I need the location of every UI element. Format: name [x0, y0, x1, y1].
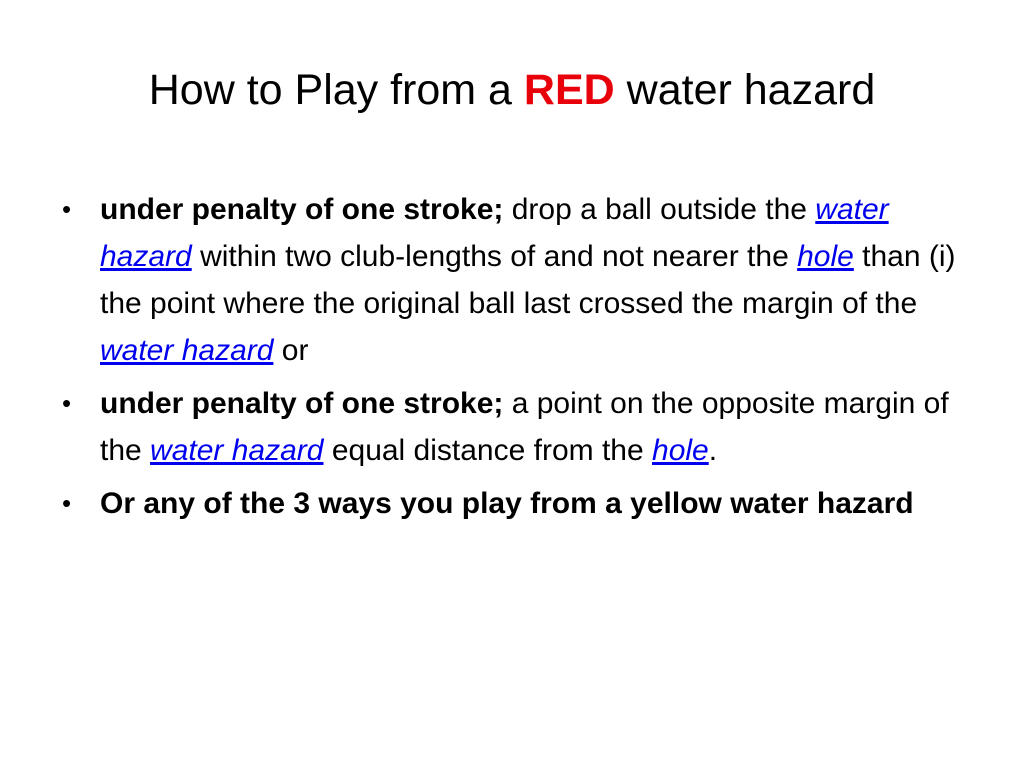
hole-link[interactable]: hole	[652, 434, 709, 467]
water-hazard-link[interactable]: water hazard	[100, 334, 274, 367]
bullet-dot-icon: •	[62, 388, 72, 418]
bullet-lead: Or any of the 3 ways you play from a yellow water hazard	[100, 487, 914, 520]
bullet-item-drop-outside	[58, 186, 958, 374]
bullet-item-yellow-options	[58, 480, 958, 527]
title-prefix: How to Play from a	[148, 66, 524, 114]
water-hazard-link[interactable]: water hazard	[150, 434, 324, 467]
slide-title	[40, 66, 984, 115]
bullet-text: or	[273, 334, 309, 367]
title-red-highlight: RED	[523, 66, 615, 114]
water-hazard-link[interactable]: water hazard	[100, 193, 889, 273]
bullet-text: than (i) the point where the original ball last crossed the margin of the	[100, 240, 956, 320]
bullet-lead: under penalty of one stroke;	[100, 193, 504, 226]
bullet-dot-icon: •	[62, 488, 72, 518]
title-suffix: water hazard	[614, 66, 876, 114]
bullet-text: .	[708, 434, 718, 467]
bullet-list	[58, 186, 958, 533]
bullet-dot-icon: •	[62, 194, 72, 224]
bullet-text: equal distance from the	[323, 434, 653, 467]
hole-link[interactable]: hole	[797, 240, 854, 273]
bullet-lead: under penalty of one stroke;	[100, 387, 504, 420]
bullet-text: a point on the opposite margin of the	[100, 387, 949, 467]
bullet-text: drop a ball outside the	[503, 193, 816, 226]
bullet-text: within two club-lengths of and not nearer the	[191, 240, 798, 273]
bullet-item-opposite-margin	[58, 380, 958, 474]
